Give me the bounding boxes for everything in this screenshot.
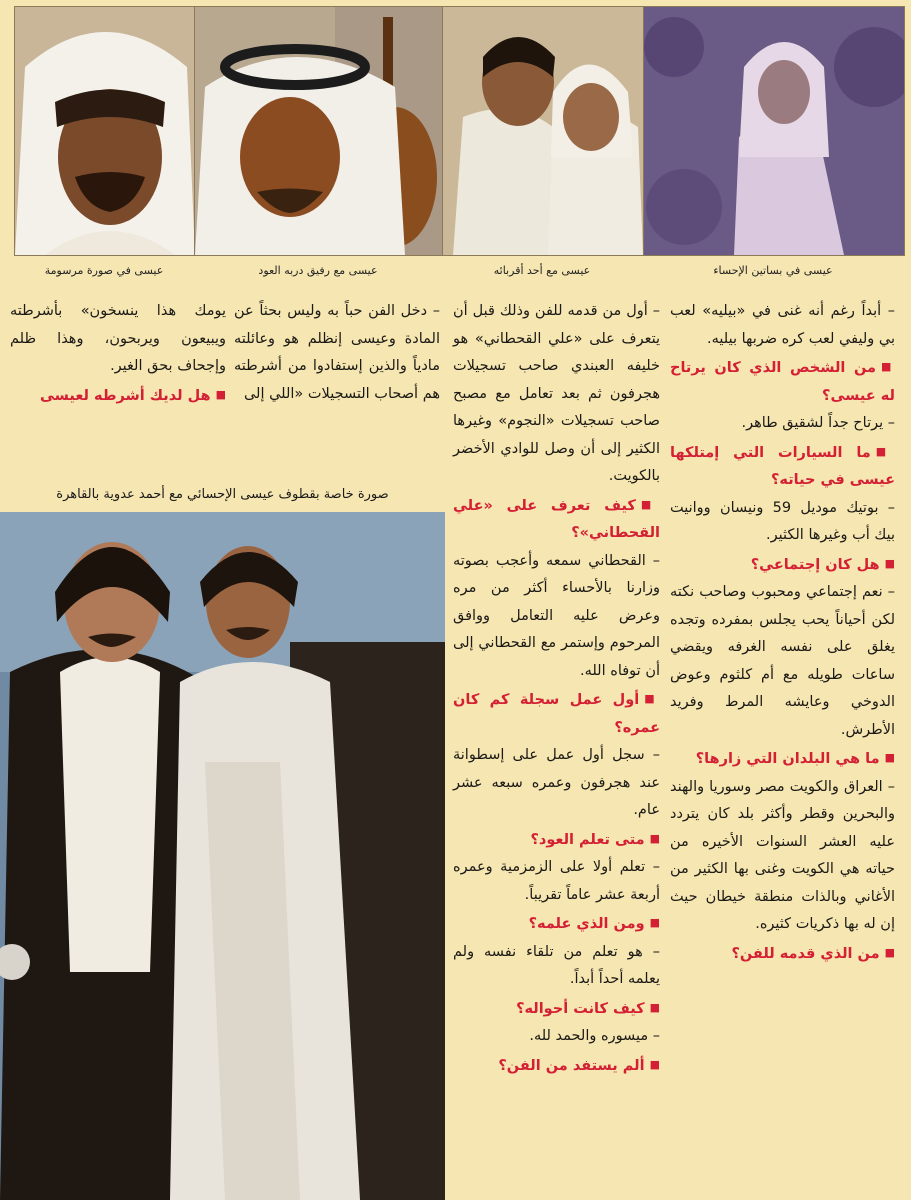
question-heading: ■ أول عمل سجلة كم كان عمره؟ xyxy=(453,685,660,742)
big-photo-caption: صورة خاصة بقطوف عيسى الإحسائي مع أحمد عدوية بالقاهرة xyxy=(56,487,389,502)
answer-paragraph: – سجل أول عمل على إسطوانة عند هجرفون وعمره سبعه عشر عام. xyxy=(453,742,660,825)
caption-with-oud: عيسى مع رفيق دربه العود xyxy=(258,264,378,277)
answer-paragraph: يومك هذا ينسخون» بأشرطته ويبيعون ويربحون، وهذا ظلم وإجحاف بحق الغير. xyxy=(10,303,226,374)
answer-paragraph: – هو تعلم من تلقاء نفسه ولم يعلمه أحداً أبداً. xyxy=(453,939,660,994)
question-heading: ■ ما السيارات التي إمتلكها عيسى في حياته؟ xyxy=(670,438,895,495)
question-heading: ■ ما هي البلدان التي زارها؟ xyxy=(670,744,895,774)
question-heading: ■ من الشخص الذي كان يرتاح له عيسى؟ xyxy=(670,353,895,410)
photo-painted-portrait xyxy=(14,6,196,256)
question-heading: ■ ألم يستفد من الفن؟ xyxy=(453,1051,660,1081)
photo-with-oud xyxy=(194,6,444,256)
answer-paragraph: – نعم إجتماعي ومحبوب وصاحب نكته لكن أحياناً يحب يجلس بمفرده وتجده يغلق على نفسه الغرفه ويقضي ساعات طويله مع أم كلثوم وعوض الدوخي وعايشه المرط وفريد الأطرش. xyxy=(670,579,895,744)
photo-in-gardens xyxy=(643,6,905,256)
caption-with-relative: عيسى مع أحد أقربائه xyxy=(493,264,591,277)
answer-paragraph: – يرتاح جداً لشقيق طاهر. xyxy=(670,410,895,438)
answer-paragraph: – أبداً رغم أنه غنى في «بيليه» لعب بي وليفي لعب كره ضربها بيليه. xyxy=(670,298,895,353)
caption-in-gardens: عيسى في بساتين الإحساء xyxy=(713,264,833,277)
question-heading: ■ متى تعلم العود؟ xyxy=(453,825,660,855)
question-heading: ■ كيف كانت أحواله؟ xyxy=(453,994,660,1024)
question-heading: ■ هل لديك أشرطه لعيسى xyxy=(10,381,226,411)
answer-paragraph: – العراق والكويت مصر وسوريا والهند والبحرين وقطر وأكثر بلد كان يتردد عليه العشر السنوات الأخيره من حياته هي الكويت وغنى بها الكثير من الأغاني وبالذات منطقة خيطان حيث إن له بها ذكريات كثيره. xyxy=(670,774,895,939)
photo-with-relative xyxy=(442,6,644,256)
column-left-2 xyxy=(234,298,440,408)
question-heading: ■ كيف تعرف على «علي القحطاني»؟ xyxy=(453,491,660,548)
answer-paragraph: – دخل الفن حباً به وليس بحثاً عن المادة وعيسى إنظلم هو وعائلته مادياً والذين إستفادوا من أشرطته هم أصحاب التسجيلات «اللي إلى xyxy=(234,298,440,408)
question-heading: ■ من الذي قدمه للفن؟ xyxy=(670,939,895,969)
photo-with-ahmed-adawiya xyxy=(0,512,445,1200)
caption-painted-portrait: عيسى في صورة مرسومة xyxy=(44,264,164,277)
answer-paragraph: – تعلم أولا على الزمزمية وعمره أربعة عشر عاماً تقريباً. xyxy=(453,854,660,909)
column-middle xyxy=(453,298,660,1080)
column-left-1 xyxy=(10,298,226,410)
answer-paragraph: – بوتيك موديل 59 ونيسان ووانيت بيك أب وغيرها الكثير. xyxy=(670,495,895,550)
column-right xyxy=(670,298,895,968)
answer-paragraph: – القحطاني سمعه وأعجب بصوته وزارنا بالأحساء أكثر من مره وعرض عليه التعامل ووافق المرحوم وإستمر مع القحطاني إلى أن توفاه الله. xyxy=(453,548,660,686)
answer-paragraph: – أول من قدمه للفن وذلك قبل أن يتعرف على «علي القحطاني» هو خليفه العبندي صاحب تسجيلات هجرفون ثم بعد تعامل مع مصبح صاحب تسجيلات «النجوم» وغيرها الكثير إلى أن وصل للوادي الأخضر بالكويت. xyxy=(453,298,660,491)
answer-paragraph: – ميسوره والحمد لله. xyxy=(453,1023,660,1051)
question-heading: ■ ومن الذي علمه؟ xyxy=(453,909,660,939)
question-heading: ■ هل كان إجتماعي؟ xyxy=(670,550,895,580)
